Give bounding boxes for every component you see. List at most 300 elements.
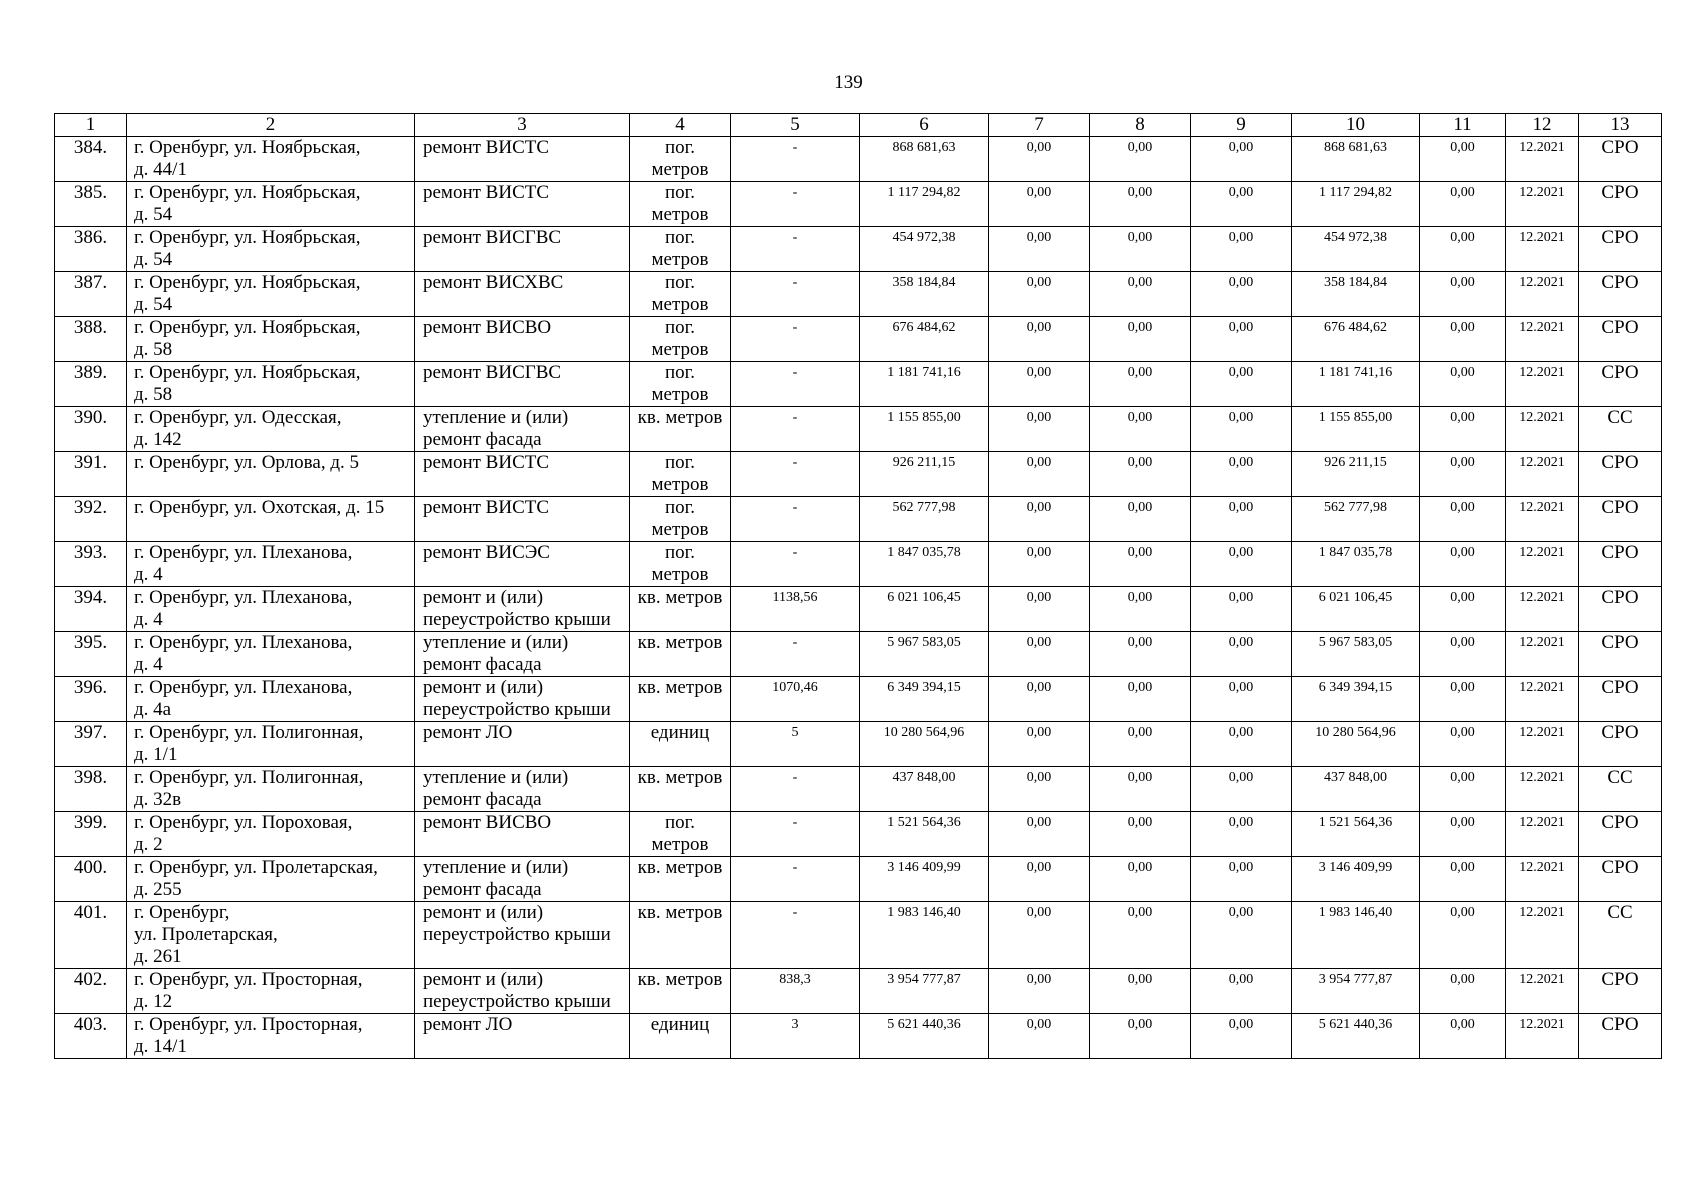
cell-value-9: 0,00 [1191,227,1292,272]
cell-value-5: - [731,767,860,812]
cell-executor: СРО [1579,677,1662,722]
cell-work-type [415,227,630,272]
cell-unit [630,677,731,722]
cell-date: 12.2021 [1506,812,1579,857]
cell-value-11: 0,00 [1420,272,1506,317]
cell-line: г. Оренбург, ул. Просторная, [134,1014,363,1035]
cell-value-5: - [731,452,860,497]
cell-cost-6: 676 484,62 [860,317,989,362]
cell-value-7: 0,00 [989,227,1090,272]
cell-unit [630,497,731,542]
cell-row-number: 396. [55,677,127,722]
cell-row-number: 388. [55,317,127,362]
cell-row-number: 389. [55,362,127,407]
cell-value-8: 0,00 [1090,902,1191,969]
cell-date: 12.2021 [1506,857,1579,902]
cell-line: г. Оренбург, ул. Охотская, д. 15 [134,497,385,518]
cell-line: пог. [664,542,696,563]
cell-work-type [415,137,630,182]
cell-value-8: 0,00 [1090,587,1191,632]
cell-cost-10: 1 847 035,78 [1292,542,1420,587]
cell-unit [630,969,731,1014]
cell-line: ремонт и (или) [423,587,544,608]
cell-value-5: - [731,317,860,362]
cell-value-11: 0,00 [1420,452,1506,497]
cell-address [127,632,415,677]
cell-work-type [415,812,630,857]
cell-line: единиц [650,1014,710,1035]
cell-value-9: 0,00 [1191,497,1292,542]
cell-work-type [415,587,630,632]
cell-value-7: 0,00 [989,632,1090,677]
cell-value-11: 0,00 [1420,542,1506,587]
cell-address [127,497,415,542]
cell-work-type [415,857,630,902]
cell-line: пог. [664,317,696,338]
cell-value-9: 0,00 [1191,902,1292,969]
cell-value-5: 838,3 [731,969,860,1014]
cell-line: д. 255 [134,879,182,900]
cell-value-7: 0,00 [989,542,1090,587]
cell-line: метров [651,204,709,225]
cell-line: ремонт фасада [423,789,542,810]
cell-line: ремонт ВИСВО [423,812,552,833]
cell-cost-6: 1 521 564,36 [860,812,989,857]
cell-value-9: 0,00 [1191,452,1292,497]
cell-line: ремонт ВИСХВС [423,272,564,293]
cell-executor: СРО [1579,227,1662,272]
cell-address [127,227,415,272]
cell-executor: СРО [1579,632,1662,677]
cell-line: кв. метров [637,632,723,653]
cell-executor: СС [1579,407,1662,452]
cell-value-5: - [731,812,860,857]
table-row [55,902,1662,969]
cell-work-type [415,902,630,969]
works-table [54,113,1662,1059]
cell-work-type [415,497,630,542]
cell-cost-6: 926 211,15 [860,452,989,497]
cell-cost-10: 358 184,84 [1292,272,1420,317]
table-body [55,137,1662,1059]
cell-executor: СРО [1579,452,1662,497]
cell-value-9: 0,00 [1191,137,1292,182]
table-row [55,542,1662,587]
cell-line: ул. Пролетарская, [134,924,278,945]
cell-value-11: 0,00 [1420,902,1506,969]
cell-line: ремонт ЛО [423,722,513,743]
cell-cost-6: 454 972,38 [860,227,989,272]
cell-row-number: 384. [55,137,127,182]
cell-line: д. 54 [134,204,173,225]
cell-executor: СРО [1579,542,1662,587]
cell-cost-10: 10 280 564,96 [1292,722,1420,767]
cell-line: пог. [664,227,696,248]
cell-address [127,857,415,902]
cell-line: ремонт и (или) [423,969,544,990]
cell-line: кв. метров [637,969,723,990]
cell-line: ремонт ВИСТС [423,137,550,158]
cell-cost-6: 1 155 855,00 [860,407,989,452]
cell-value-11: 0,00 [1420,812,1506,857]
cell-cost-6: 358 184,84 [860,272,989,317]
column-header-6: 6 [860,114,989,137]
cell-row-number: 403. [55,1014,127,1059]
cell-address [127,317,415,362]
cell-line: ремонт ЛО [423,1014,513,1035]
column-header-13: 13 [1579,114,1662,137]
cell-line: метров [651,249,709,270]
cell-cost-6: 6 349 394,15 [860,677,989,722]
cell-cost-6: 868 681,63 [860,137,989,182]
cell-address [127,182,415,227]
cell-work-type [415,542,630,587]
column-header-1: 1 [55,114,127,137]
cell-date: 12.2021 [1506,902,1579,969]
cell-line: г. Оренбург, ул. Полигонная, [134,767,364,788]
cell-value-8: 0,00 [1090,1014,1191,1059]
cell-executor: СРО [1579,969,1662,1014]
cell-unit [630,137,731,182]
cell-unit [630,1014,731,1059]
cell-line: пог. [664,137,696,158]
cell-value-9: 0,00 [1191,317,1292,362]
cell-row-number: 393. [55,542,127,587]
cell-line: г. Оренбург, [134,902,230,923]
cell-line: пог. [664,182,696,203]
cell-executor: СРО [1579,1014,1662,1059]
cell-cost-10: 3 954 777,87 [1292,969,1420,1014]
cell-value-11: 0,00 [1420,857,1506,902]
cell-cost-10: 562 777,98 [1292,497,1420,542]
header-row [55,114,1662,137]
cell-row-number: 398. [55,767,127,812]
cell-value-11: 0,00 [1420,407,1506,452]
cell-line: пог. [664,497,696,518]
cell-row-number: 390. [55,407,127,452]
cell-value-5: - [731,407,860,452]
cell-line: кв. метров [637,587,723,608]
cell-value-7: 0,00 [989,767,1090,812]
cell-address [127,722,415,767]
cell-value-11: 0,00 [1420,227,1506,272]
table-row [55,1014,1662,1059]
column-header-12: 12 [1506,114,1579,137]
cell-value-11: 0,00 [1420,767,1506,812]
cell-value-7: 0,00 [989,902,1090,969]
cell-line: ремонт фасада [423,429,542,450]
cell-executor: СРО [1579,722,1662,767]
cell-unit [630,767,731,812]
cell-line: ремонт фасада [423,879,542,900]
cell-value-9: 0,00 [1191,182,1292,227]
cell-cost-6: 562 777,98 [860,497,989,542]
cell-address [127,902,415,969]
cell-cost-6: 10 280 564,96 [860,722,989,767]
cell-value-5: - [731,857,860,902]
cell-line: утепление и (или) [423,632,569,653]
cell-cost-10: 1 521 564,36 [1292,812,1420,857]
cell-value-9: 0,00 [1191,272,1292,317]
cell-value-8: 0,00 [1090,137,1191,182]
cell-line: г. Оренбург, ул. Полигонная, [134,722,364,743]
cell-cost-10: 437 848,00 [1292,767,1420,812]
cell-value-5: 1070,46 [731,677,860,722]
cell-value-8: 0,00 [1090,812,1191,857]
cell-executor: СРО [1579,362,1662,407]
cell-line: ремонт ВИСВО [423,317,552,338]
cell-line: метров [651,474,709,495]
cell-line: д. 54 [134,249,173,270]
cell-value-11: 0,00 [1420,137,1506,182]
cell-value-5: - [731,227,860,272]
cell-cost-6: 3 146 409,99 [860,857,989,902]
table-row [55,969,1662,1014]
cell-line: переустройство крыши [423,609,611,630]
cell-date: 12.2021 [1506,542,1579,587]
cell-value-11: 0,00 [1420,1014,1506,1059]
cell-value-11: 0,00 [1420,587,1506,632]
column-header-7: 7 [989,114,1090,137]
cell-value-7: 0,00 [989,969,1090,1014]
cell-value-7: 0,00 [989,407,1090,452]
cell-value-7: 0,00 [989,722,1090,767]
cell-line: г. Оренбург, ул. Пороховая, [134,812,353,833]
cell-cost-6: 1 847 035,78 [860,542,989,587]
cell-cost-10: 1 117 294,82 [1292,182,1420,227]
cell-cost-10: 5 621 440,36 [1292,1014,1420,1059]
cell-work-type [415,1014,630,1059]
cell-address [127,587,415,632]
cell-value-7: 0,00 [989,677,1090,722]
cell-cost-10: 1 181 741,16 [1292,362,1420,407]
cell-cost-6: 437 848,00 [860,767,989,812]
cell-cost-10: 676 484,62 [1292,317,1420,362]
cell-value-11: 0,00 [1420,632,1506,677]
cell-date: 12.2021 [1506,969,1579,1014]
cell-address [127,969,415,1014]
cell-unit [630,182,731,227]
cell-value-7: 0,00 [989,362,1090,407]
table-row [55,587,1662,632]
cell-date: 12.2021 [1506,317,1579,362]
cell-cost-10: 1 983 146,40 [1292,902,1420,969]
table-row [55,227,1662,272]
cell-cost-10: 3 146 409,99 [1292,857,1420,902]
cell-value-8: 0,00 [1090,497,1191,542]
cell-row-number: 391. [55,452,127,497]
cell-value-5: - [731,272,860,317]
cell-executor: СРО [1579,857,1662,902]
table-row [55,767,1662,812]
table-row [55,632,1662,677]
cell-line: метров [651,339,709,360]
table-row [55,407,1662,452]
cell-unit [630,722,731,767]
cell-value-5: 1138,56 [731,587,860,632]
cell-line: г. Оренбург, ул. Ноябрьская, [134,182,361,203]
cell-value-5: - [731,632,860,677]
cell-row-number: 400. [55,857,127,902]
cell-line: д. 54 [134,294,173,315]
cell-row-number: 394. [55,587,127,632]
cell-value-9: 0,00 [1191,542,1292,587]
cell-value-11: 0,00 [1420,677,1506,722]
cell-line: ремонт ВИСТС [423,452,550,473]
cell-unit [630,632,731,677]
cell-value-7: 0,00 [989,587,1090,632]
cell-line: г. Оренбург, ул. Одесская, [134,407,342,428]
cell-date: 12.2021 [1506,272,1579,317]
cell-value-9: 0,00 [1191,677,1292,722]
cell-row-number: 387. [55,272,127,317]
cell-unit [630,407,731,452]
cell-value-9: 0,00 [1191,767,1292,812]
cell-line: д. 4 [134,609,163,630]
cell-row-number: 399. [55,812,127,857]
cell-address [127,272,415,317]
cell-value-7: 0,00 [989,182,1090,227]
cell-row-number: 402. [55,969,127,1014]
cell-line: кв. метров [637,407,723,428]
cell-cost-10: 868 681,63 [1292,137,1420,182]
cell-line: метров [651,384,709,405]
cell-value-8: 0,00 [1090,317,1191,362]
cell-work-type [415,452,630,497]
cell-value-8: 0,00 [1090,452,1191,497]
cell-line: единиц [650,722,710,743]
cell-line: ремонт ВИСГВС [423,227,562,248]
cell-executor: СРО [1579,182,1662,227]
cell-row-number: 386. [55,227,127,272]
cell-value-7: 0,00 [989,497,1090,542]
cell-date: 12.2021 [1506,677,1579,722]
cell-row-number: 395. [55,632,127,677]
cell-value-5: - [731,542,860,587]
cell-line: д. 32в [134,789,182,810]
table-row [55,182,1662,227]
cell-unit [630,902,731,969]
cell-cost-10: 6 021 106,45 [1292,587,1420,632]
cell-line: г. Оренбург, ул. Плеханова, [134,677,353,698]
cell-cost-10: 6 349 394,15 [1292,677,1420,722]
cell-value-8: 0,00 [1090,767,1191,812]
cell-line: д. 44/1 [134,159,187,180]
cell-value-5: - [731,137,860,182]
cell-line: утепление и (или) [423,407,569,428]
cell-cost-6: 1 181 741,16 [860,362,989,407]
cell-unit [630,362,731,407]
cell-line: г. Оренбург, ул. Ноябрьская, [134,317,361,338]
column-header-5: 5 [731,114,860,137]
table-row [55,677,1662,722]
cell-cost-6: 1 117 294,82 [860,182,989,227]
cell-executor: СРО [1579,137,1662,182]
cell-executor: СРО [1579,317,1662,362]
cell-cost-6: 5 621 440,36 [860,1014,989,1059]
table-row [55,452,1662,497]
cell-address [127,1014,415,1059]
cell-value-9: 0,00 [1191,632,1292,677]
cell-address [127,407,415,452]
table-row [55,362,1662,407]
cell-executor: СРО [1579,497,1662,542]
cell-line: г. Оренбург, ул. Орлова, д. 5 [134,452,359,473]
cell-value-8: 0,00 [1090,227,1191,272]
table-row [55,272,1662,317]
column-header-11: 11 [1420,114,1506,137]
cell-line: метров [651,834,709,855]
column-header-4: 4 [630,114,731,137]
cell-line: утепление и (или) [423,857,569,878]
cell-value-11: 0,00 [1420,969,1506,1014]
cell-date: 12.2021 [1506,632,1579,677]
cell-line: г. Оренбург, ул. Плеханова, [134,632,353,653]
cell-date: 12.2021 [1506,722,1579,767]
cell-line: д. 261 [134,946,182,967]
cell-value-9: 0,00 [1191,812,1292,857]
cell-line: д. 12 [134,991,173,1012]
cell-line: кв. метров [637,677,723,698]
cell-value-8: 0,00 [1090,722,1191,767]
cell-line: д. 58 [134,339,173,360]
cell-line: г. Оренбург, ул. Ноябрьская, [134,137,361,158]
cell-address [127,767,415,812]
column-header-2: 2 [127,114,415,137]
cell-line: утепление и (или) [423,767,569,788]
cell-line: д. 142 [134,429,182,450]
cell-line: д. 58 [134,384,173,405]
cell-unit [630,587,731,632]
column-header-8: 8 [1090,114,1191,137]
cell-value-9: 0,00 [1191,722,1292,767]
cell-cost-10: 454 972,38 [1292,227,1420,272]
cell-line: г. Оренбург, ул. Плеханова, [134,542,353,563]
cell-value-8: 0,00 [1090,677,1191,722]
cell-line: ремонт фасада [423,654,542,675]
cell-cost-10: 1 155 855,00 [1292,407,1420,452]
cell-line: переустройство крыши [423,699,611,720]
cell-line: ремонт ВИСГВС [423,362,562,383]
cell-row-number: 397. [55,722,127,767]
cell-value-5: 3 [731,1014,860,1059]
table-row [55,812,1662,857]
page-number: 139 [834,72,863,93]
cell-row-number: 385. [55,182,127,227]
cell-date: 12.2021 [1506,137,1579,182]
cell-work-type [415,182,630,227]
cell-value-5: - [731,182,860,227]
cell-value-8: 0,00 [1090,182,1191,227]
cell-work-type [415,767,630,812]
cell-unit [630,317,731,362]
cell-date: 12.2021 [1506,1014,1579,1059]
cell-line: пог. [664,812,696,833]
cell-line: метров [651,519,709,540]
cell-address [127,677,415,722]
cell-unit [630,452,731,497]
cell-value-9: 0,00 [1191,857,1292,902]
cell-address [127,362,415,407]
column-header-3: 3 [415,114,630,137]
cell-address [127,452,415,497]
cell-line: кв. метров [637,902,723,923]
cell-value-5: - [731,362,860,407]
cell-executor: СРО [1579,587,1662,632]
table-row [55,722,1662,767]
cell-line: д. 4а [134,699,172,720]
cell-line: д. 2 [134,834,163,855]
